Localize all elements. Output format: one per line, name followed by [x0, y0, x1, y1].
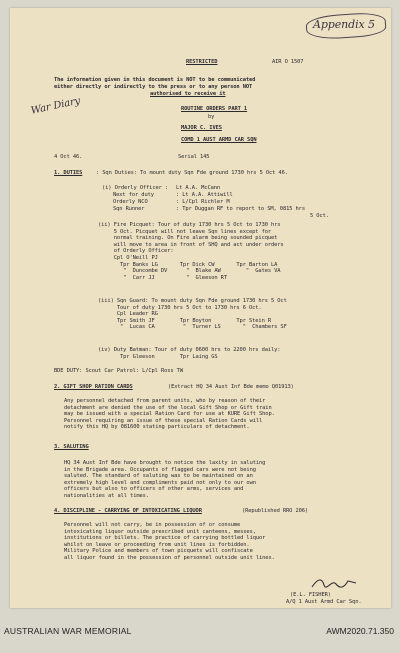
roster-role: Next for duty — [113, 192, 154, 198]
serial-number: Serial 145 — [178, 154, 210, 160]
archive-name: AUSTRALIAN WAR MEMORIAL — [4, 626, 132, 636]
gift-body: Any personnel detached from parent units, who by reason of their detachment are denied the use of the local Gift Shop or Gift train may be issued with a special Ration Card for use at KURE Gift Shop. Personnel requiring an issue of these special Ration Cards will notify this HQ by 081600 stating particulars of detachment. — [64, 398, 275, 431]
section-liquor-heading: 4. DISCIPLINE - CARRYING OF INTOXICATING LIQUOR — [54, 508, 202, 514]
roster-name: : Tpr Duggan RF to report to SM, 0815 hrs — [176, 206, 305, 212]
section-saluting-heading: 3. SALUTING — [54, 444, 89, 450]
restricted-label: RESTRICTED — [186, 59, 218, 65]
war-diary-handwriting: War Diary — [30, 95, 82, 117]
gift-reference: (Extract HQ 34 Aust Inf Bde memo Q01913) — [168, 384, 294, 390]
saluting-body: HQ 34 Aust Inf Bde have brought to notice the laxity in saluting in the Brigade area. Occupants of flagged cars were not being saluted. The standard of saluting was to be maintained on an extremely high level and compliments paid not only to our own officers but also to officers of other arms, services and nationalities at all times. — [64, 460, 266, 499]
sqn-guard-block: (iii) Sqn Guard: To mount duty Sqn Fde ground 1730 hrs 5 Oct Tour of duty 1730 hrs 5 Oct to 1730 hrs 6 Oct. Cpl Leader RG Tpr Smith JF Tpr Boyton Tpr Stein R " Lucas CA " Turner LS " Chambers SF — [98, 298, 287, 331]
handwritten-signature — [310, 576, 360, 590]
archive-footer — [0, 612, 400, 653]
document-date: 4 Oct 46. — [54, 154, 83, 160]
archive-accession: AWM2020.71.350 — [326, 626, 394, 636]
officer-name: MAJOR C. IVES — [181, 125, 222, 131]
duty-batman-block: (iv) Duty Batman: Tour of duty 0600 hrs to 2200 hrs daily: Tpr Gleeson Tpr Laing GS — [98, 347, 281, 360]
roster-name: : L/Cpl Richler M — [176, 199, 230, 205]
roster-role: (i) Orderly Officer : — [102, 185, 169, 191]
appendix-handwriting: Appendix 5 — [313, 18, 375, 31]
signature-title: A/Q 1 Aust Armd Car Sqn. — [286, 599, 362, 605]
by-line: by — [208, 114, 215, 120]
notice-line-1: The information given in this document is NOT to be communicated — [54, 77, 256, 83]
document-title: ROUTINE ORDERS PART 1 — [181, 106, 248, 112]
notice-line-2: either directly or indirectly to the press or to any person NOT — [54, 84, 253, 90]
notice-line-3: authorised to receive it — [150, 91, 226, 97]
section-duties-heading: 1. DUTIES — [54, 170, 83, 176]
roster-role: Sqn Runner — [113, 206, 145, 212]
bde-duty-line: BDE DUTY: Scout Car Patrol: L/Cpl Ross TW — [54, 368, 183, 374]
air-reference: AIR O 1507 — [272, 59, 304, 65]
fire-picquet-block: (ii) Fire Picquet: Tour of duty 1730 hrs 5 Oct to 1730 hrs 5 Oct. Picquet will not leave Sqn lines except for normal training. On Fire alarm being sounded picquet will move to area in front of SHQ and act under orders of Orderly Officer: Cpl O'Neill PJ Tpr Banks LG Tpr Dick CW Tpr Barton LA " Duncombe DV " Blake AW " Gates VA " Carr JJ " Gleeson RT — [98, 222, 284, 281]
liquor-body: Personnel will not carry, be in possession of or consume intoxicating liquor outside prescribed unit canteens, messes, institutions or billets. The practice of carrying bottled liquor whilst on leave or proceeding from unit lines is forbidden. Military Police and members of town picquets will confiscate all liquor found in the possession of personnel outside unit lines. — [64, 522, 275, 561]
section-gift-heading: 2. GIFT SHOP RATION CARDS — [54, 384, 133, 390]
runner-continuation: 5 Oct. — [310, 213, 329, 219]
unit-name: COMD 1 AUST ARMD CAR SQN — [181, 137, 257, 143]
document-page — [10, 8, 391, 608]
roster-name: : Lt A.A. Attiwill — [176, 192, 233, 198]
roster-name: Lt A.A. McCann — [176, 185, 221, 191]
liquor-reference: (Republished RRO 206) — [242, 508, 309, 514]
roster-role: Orderly NCO — [113, 199, 148, 205]
sqn-duties-intro: : Sqn Duties: To mount duty Sqn Fde ground 1730 hrs 5 Oct 46. — [96, 170, 288, 176]
signature-name: (E.L. FISHER) — [290, 592, 331, 598]
